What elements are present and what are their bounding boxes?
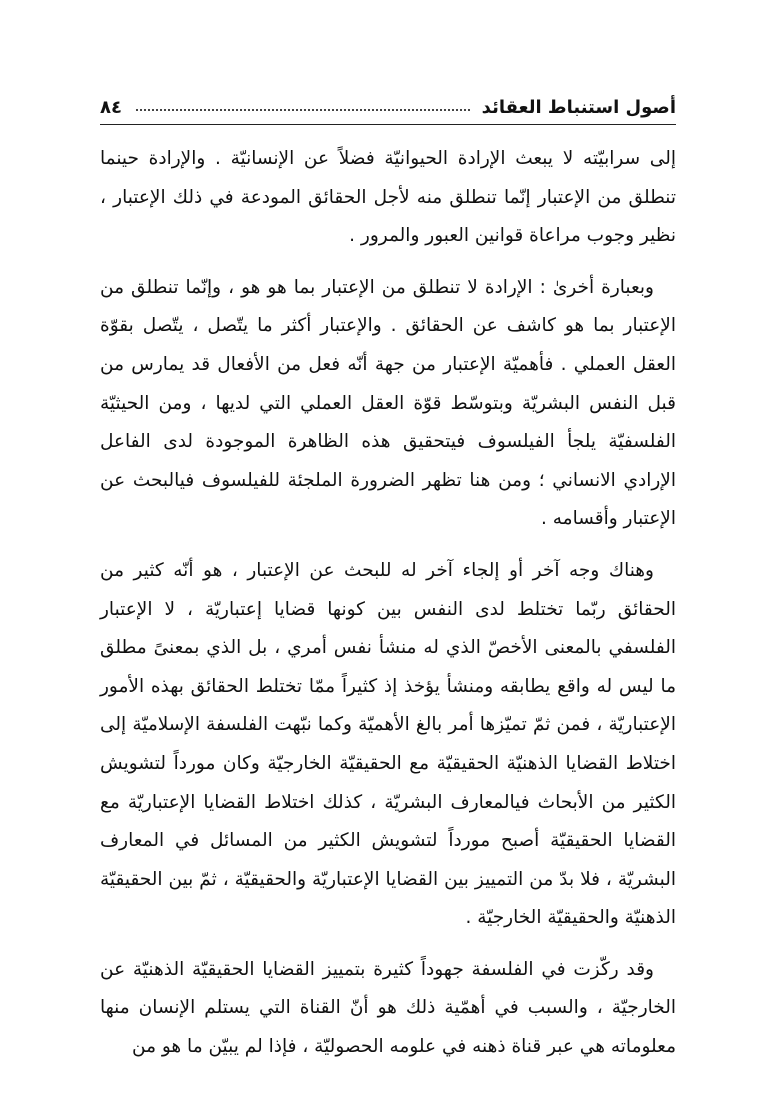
page-number: ٨٤ [100,96,122,118]
body-text [100,140,676,1080]
paragraph-1: إلى سرابيّته لا يبعث الإرادة الحيوانيّة فضلاً عن الإنسانيّة . والإرادة حينما تنطلق من الإعتبار إنّما تنطلق منه لأجل الحقائق المودعة في ذلك الإعتبار ، نظير وجوب مراعاة قوانين العبور والمرور . [100,148,676,247]
running-header [100,92,676,122]
header-rule [100,124,676,125]
header-title: أصول استنباط العقائد [481,96,676,118]
paragraph-2: وبعبارة أخرىٰ : الإرادة لا تنطلق من الإعتبار بما هو هو ، وإنّما تنطلق من الإعتبار بما هو كاشف عن الحقائق . والإعتبار أكثر ما يتّصل ، يتّصل بقوّة العقل العملي . فأهميّة الإعتبار من جهة أنّه فعل من الأفعال قد يمارس من قبل النفس البشريّة وبتوسّط قوّة العقل العملي التي لديها ، ومن الحيثيّة الفلسفيّة يلجأ الفيلسوف فيتحقيق هذه الظاهرة الموجودة لدى الفاعل الإرادي الانساني ؛ ومن هنا تظهر الضرورة الملجئة للفيلسوف فيالبحث عن الإعتبار وأقسامه . [100,276,676,530]
paragraph-4: وقد ركّزت في الفلسفة جهوداً كثيرة بتمييز القضايا الحقيقيّة الذهنيّة عن الخارجيّة ، والسبب في أهمّية ذلك هو أنّ القناة التي يستلم الإنسان منها معلوماته هي عبر قناة ذهنه في علومه الحصوليّة ، فإذا لم يبيّن ما هو من [100,958,676,1058]
header-dot-leader [136,109,470,111]
paragraph-3: وهناك وجه آخر أو إلجاء آخر له للبحث عن الإعتبار ، هو أنّه كثير من الحقائق ربّما تختلط لدى النفس بين كونها قضايا إعتباريّة ، لا الإعتبار الفلسفي بالمعنى الأخصّ الذي له منشأ نفس أمري ، بل الذي بمعنىً مطلق ما ليس له واقع يطابقه ومنشأ يؤخذ إذ كثيراً ممّا تختلط الحقائق بهذه الأمور الإعتباريّة ، فمن ثمّ تميّزها أمر بالغ الأهميّة وكما نبّهت الفلسفة الإسلاميّة إلى اختلاط القضايا الذهنيّة الحقيقيّة مع الحقيقيّة الخارجيّة وكان مورداً لتشويش الكثير من الأبحاث فيالمعارف البشريّة ، كذلك اختلاط القضايا الإعتباريّة مع القضايا الحقيقيّة أصبح مورداً لتشويش الكثير من المسائل في المعارف البشريّة ، فلا بدّ من التمييز بين القضايا الإعتباريّة والحقيقيّة ، ثمّ بين الحقيقيّة الذهنيّة والحقيقيّة الخارجيّة . [100,559,676,929]
